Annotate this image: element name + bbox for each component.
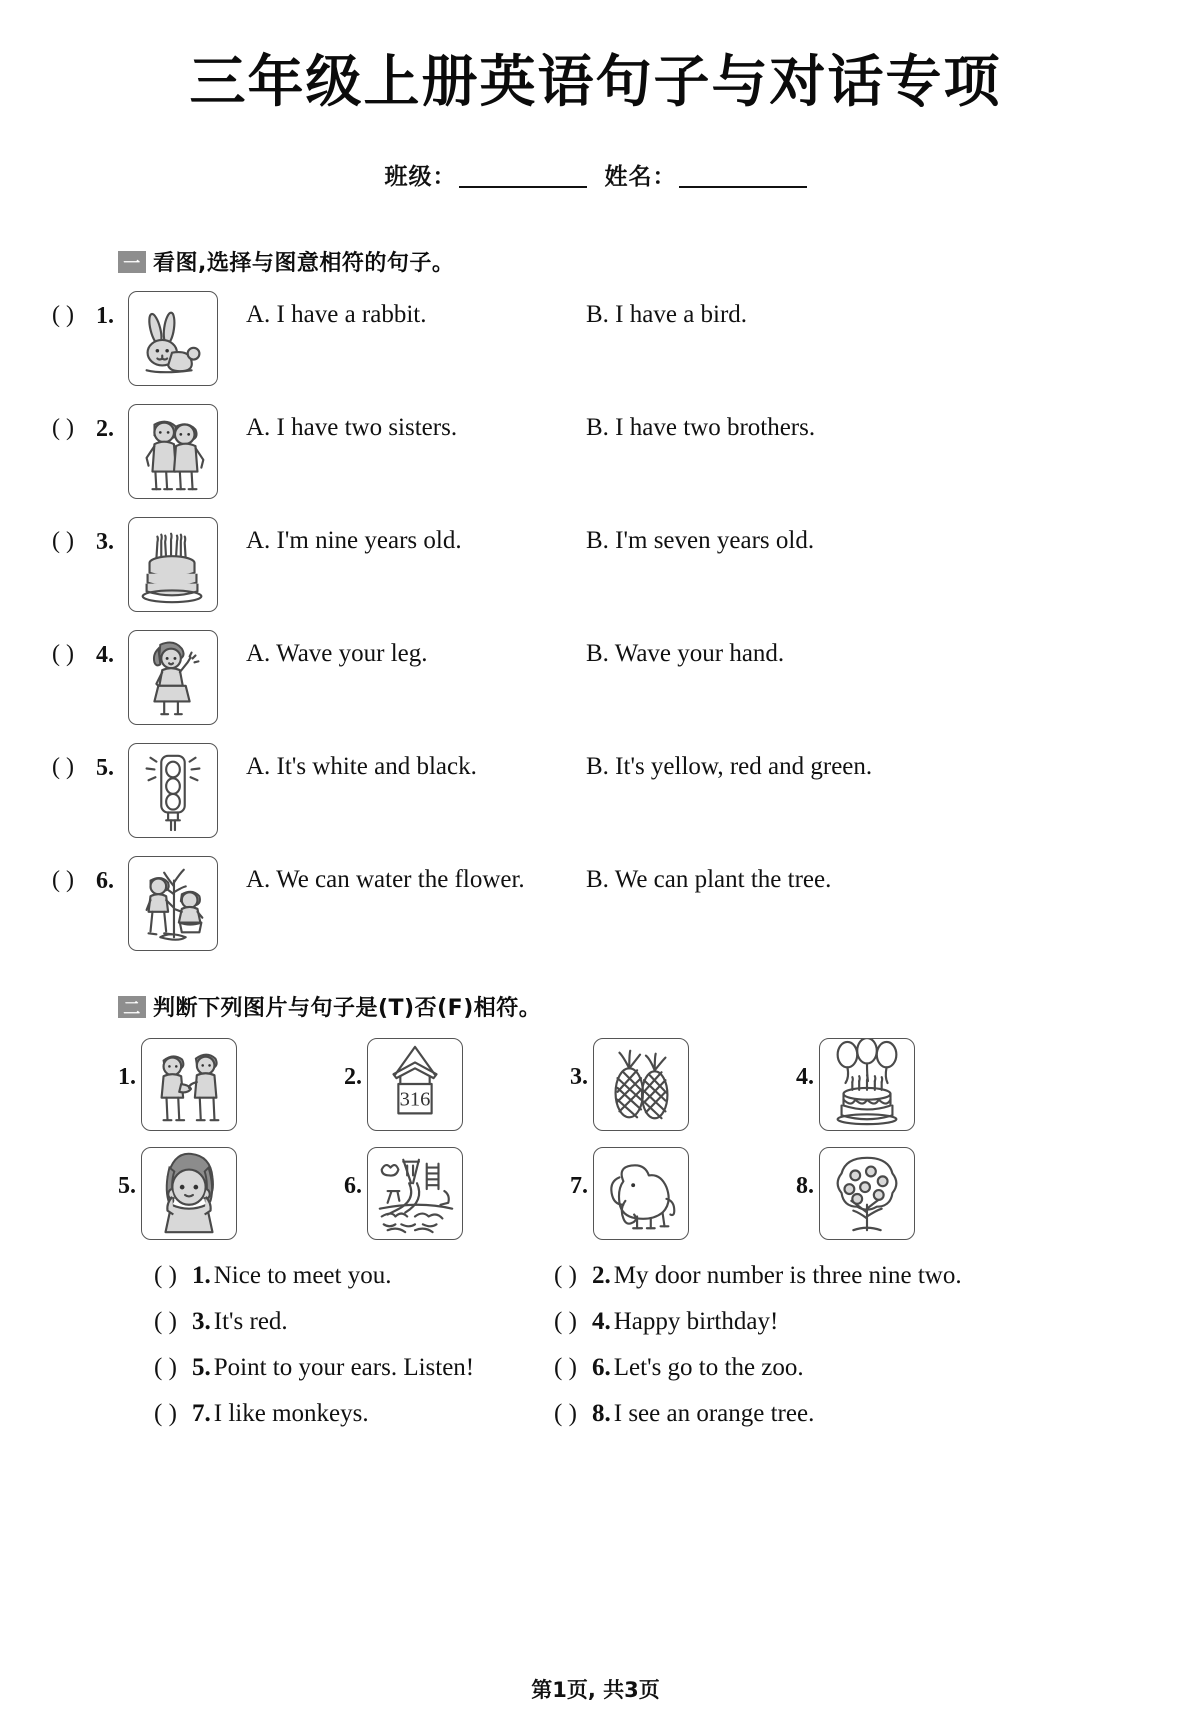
picture-number: 3. (570, 1064, 588, 1090)
answer-bracket[interactable]: ( ) (52, 641, 74, 667)
tf-bracket[interactable]: ( ) (554, 1400, 577, 1427)
true-false-item (518, 1354, 804, 1382)
tf-text: It's red. (213, 1308, 288, 1335)
picture-number: 7. (570, 1173, 588, 1199)
tf-index: 4. (592, 1308, 611, 1335)
tf-bracket[interactable]: ( ) (154, 1262, 177, 1289)
question-number: 1. (96, 303, 114, 329)
traffic-light-picture (128, 743, 218, 838)
question-number: 4. (96, 642, 114, 668)
picture-cell (118, 1147, 344, 1240)
elephant-picture (593, 1147, 689, 1240)
true-false-row (118, 1400, 1191, 1446)
picture-number: 8. (796, 1173, 814, 1199)
class-label: 班级： (384, 164, 457, 190)
picture-cell (796, 1147, 1022, 1240)
true-false-row (118, 1308, 1191, 1354)
section-two-title: 判断下列图片与句子是(T)否(F)相符。 (153, 996, 542, 1021)
answer-bracket[interactable]: ( ) (52, 415, 74, 441)
picture-number: 1. (118, 1064, 136, 1090)
tf-text: Happy birthday! (613, 1308, 779, 1335)
question-number: 5. (96, 755, 114, 781)
tf-bracket[interactable]: ( ) (154, 1354, 177, 1381)
picture-number: 2. (344, 1064, 362, 1090)
tf-bracket[interactable]: ( ) (154, 1400, 177, 1427)
student-info-line (0, 158, 1191, 191)
question-row (0, 856, 1191, 969)
option-a[interactable]: A. Wave your leg. (246, 640, 428, 667)
picture-cell (344, 1038, 570, 1131)
true-false-item (118, 1354, 518, 1382)
handshake-picture (141, 1038, 237, 1131)
section-one-number: 一 (118, 251, 146, 273)
page-footer (0, 1674, 1191, 1704)
option-a[interactable]: A. I'm nine years old. (246, 527, 462, 554)
section-two (0, 991, 1191, 1446)
tf-bracket[interactable]: ( ) (554, 1354, 577, 1381)
answer-bracket[interactable]: ( ) (52, 754, 74, 780)
picture-number: 4. (796, 1064, 814, 1090)
option-a[interactable]: A. I have two sisters. (246, 414, 458, 441)
section-two-number: 二 (118, 996, 146, 1018)
picture-cell (570, 1147, 796, 1240)
name-blank[interactable] (679, 186, 807, 188)
tf-text: I see an orange tree. (613, 1400, 815, 1427)
picture-cell (570, 1038, 796, 1131)
question-number: 2. (96, 416, 114, 442)
tf-index: 8. (592, 1400, 611, 1427)
pineapples-picture (593, 1038, 689, 1131)
tf-index: 3. (192, 1308, 211, 1335)
option-b[interactable]: B. We can plant the tree. (586, 866, 832, 893)
true-false-item (118, 1400, 518, 1428)
class-blank[interactable] (459, 186, 587, 188)
fruit-tree-picture (819, 1147, 915, 1240)
answer-bracket[interactable]: ( ) (52, 867, 74, 893)
question-number: 6. (96, 868, 114, 894)
true-false-item (118, 1262, 518, 1290)
birthday-cake-picture (128, 517, 218, 612)
house-number-text: 316 (399, 1088, 431, 1111)
picture-cell (344, 1147, 570, 1240)
option-b[interactable]: B. I'm seven years old. (586, 527, 815, 554)
true-false-item (518, 1262, 962, 1290)
question-row (0, 404, 1191, 517)
page-title: 三年级上册英语句子与对话专项 (189, 50, 1002, 115)
section-one-header (118, 246, 1191, 277)
option-b[interactable]: B. Wave your hand. (586, 640, 785, 667)
option-a[interactable]: A. It's white and black. (246, 753, 477, 780)
section-two-header (118, 991, 1191, 1022)
rabbit-picture (128, 291, 218, 386)
waving-girl-picture (128, 630, 218, 725)
section-one-title: 看图,选择与图意相符的句子。 (153, 251, 455, 276)
true-false-item (118, 1308, 518, 1336)
option-b[interactable]: B. I have two brothers. (586, 414, 816, 441)
section-one (0, 246, 1191, 969)
tf-index: 5. (192, 1354, 211, 1381)
picture-number: 5. (118, 1173, 136, 1199)
cake-balloons-picture (819, 1038, 915, 1131)
section-two-picture-grid (118, 1038, 1191, 1240)
question-row (0, 517, 1191, 630)
tf-index: 6. (592, 1354, 611, 1381)
tf-text: I like monkeys. (213, 1400, 369, 1427)
tf-text: Let's go to the zoo. (613, 1354, 804, 1381)
option-b[interactable]: B. It's yellow, red and green. (586, 753, 873, 780)
question-row (0, 630, 1191, 743)
tf-text: My door number is three nine two. (613, 1262, 962, 1289)
true-false-item (518, 1308, 778, 1336)
picture-cell (118, 1038, 344, 1131)
picture-number: 6. (344, 1173, 362, 1199)
tf-text: Nice to meet you. (213, 1262, 392, 1289)
question-row (0, 743, 1191, 856)
answer-bracket[interactable]: ( ) (52, 528, 74, 554)
page-number-text: 第1页, 共3页 (531, 1678, 660, 1702)
tf-index: 2. (592, 1262, 611, 1289)
true-false-row (118, 1262, 1191, 1308)
tf-bracket[interactable]: ( ) (554, 1262, 577, 1289)
tf-bracket[interactable]: ( ) (154, 1308, 177, 1335)
girl-ears-picture (141, 1147, 237, 1240)
planting-tree-picture (128, 856, 218, 951)
tf-index: 7. (192, 1400, 211, 1427)
option-a[interactable]: A. I have a rabbit. (246, 301, 427, 328)
tf-index: 1. (192, 1262, 211, 1289)
question-row (0, 291, 1191, 404)
true-false-list (118, 1262, 1191, 1446)
tf-text: Point to your ears. Listen! (213, 1354, 475, 1381)
name-label: 姓名： (604, 164, 677, 190)
option-b[interactable]: B. I have a bird. (586, 301, 748, 328)
playground-picture (367, 1147, 463, 1240)
tf-bracket[interactable]: ( ) (554, 1308, 577, 1335)
true-false-row (118, 1354, 1191, 1400)
true-false-item (518, 1400, 814, 1428)
two-boys-picture (128, 404, 218, 499)
option-a[interactable]: A. We can water the flower. (246, 866, 525, 893)
answer-bracket[interactable]: ( ) (52, 302, 74, 328)
house-sign-picture (367, 1038, 463, 1131)
question-number: 3. (96, 529, 114, 555)
section-one-question-list (0, 291, 1191, 969)
picture-cell (796, 1038, 1022, 1131)
